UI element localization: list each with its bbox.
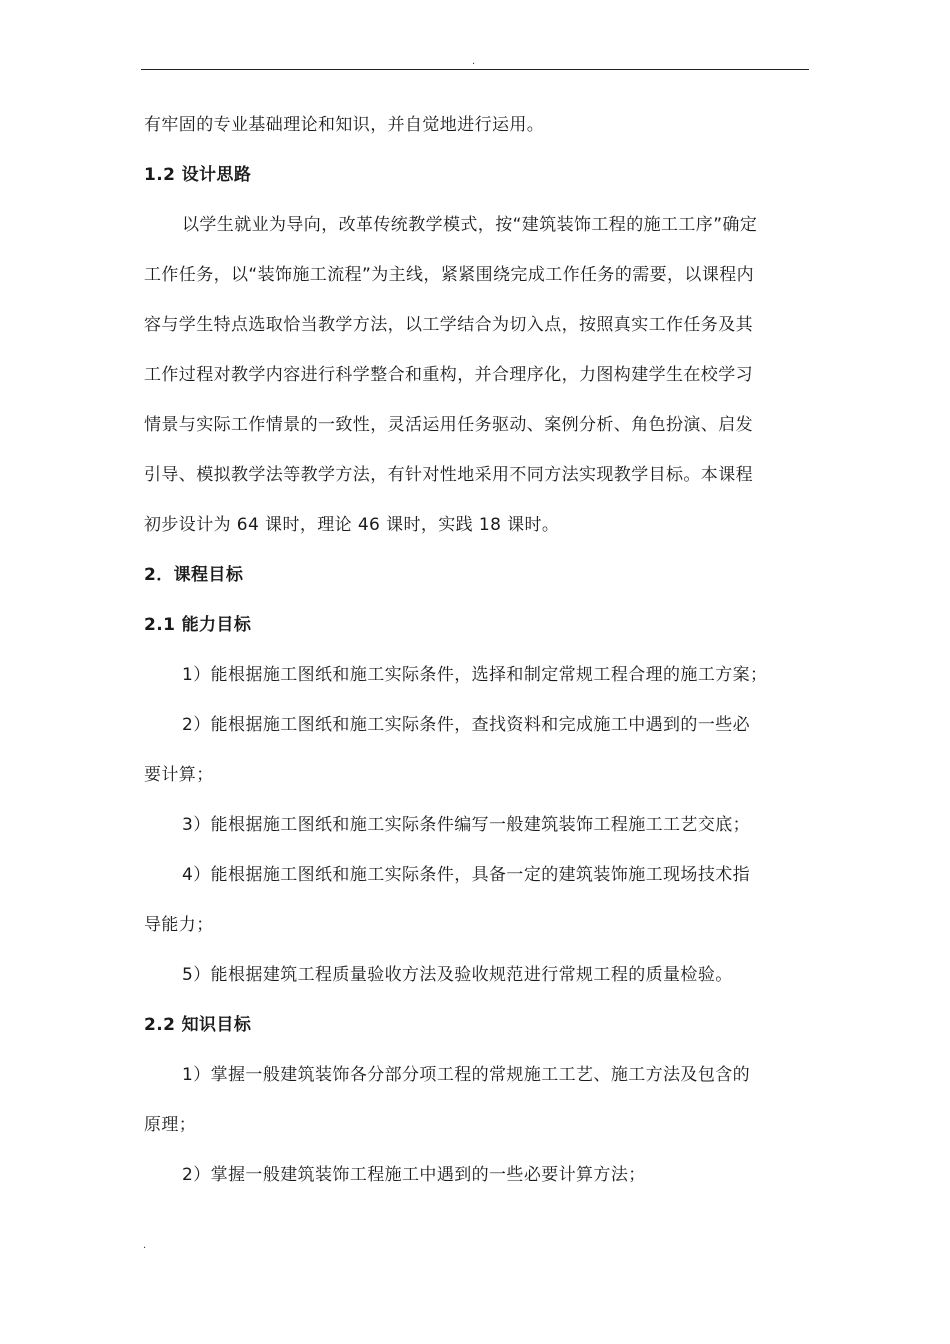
paragraph-line: 以学生就业为导向，改革传统教学模式，按“建筑装饰工程的施工工序”确定: [182, 215, 758, 235]
paragraph-line: 工作过程对教学内容进行科学整合和重构，并合理序化，力图构建学生在校学习: [144, 365, 753, 385]
header-mark: .: [472, 56, 476, 67]
list-item: 3）能根据施工图纸和施工实际条件编写一般建筑装饰工程施工工艺交底；: [182, 815, 751, 835]
section-heading-1-2: 1.2 设计思路: [144, 165, 252, 185]
list-item: 2）能根据施工图纸和施工实际条件，查找资料和完成施工中遇到的一些必: [182, 715, 751, 735]
footer-mark: .: [143, 1240, 147, 1251]
section-heading-2-1: 2.1 能力目标: [144, 615, 252, 635]
paragraph-line: 工作任务，以“装饰施工流程”为主线，紧紧围绕完成工作任务的需要，以课程内: [144, 265, 755, 285]
section-heading-2: 2．课程目标: [144, 565, 244, 585]
paragraph-line: 情景与实际工作情景的一致性，灵活运用任务驱动、案例分析、角色扮演、启发: [144, 415, 753, 435]
paragraph-line: 引导、模拟教学法等教学方法，有针对性地采用不同方法实现教学目标。本课程: [144, 465, 753, 485]
list-item: 1）能根据施工图纸和施工实际条件，选择和制定常规工程合理的施工方案；: [182, 665, 768, 685]
list-item-continuation: 导能力；: [144, 915, 214, 935]
section-heading-2-2: 2.2 知识目标: [144, 1015, 252, 1035]
body-text-line: 有牢固的专业基础理论和知识，并自觉地进行运用。: [144, 115, 545, 135]
list-item: 4）能根据施工图纸和施工实际条件，具备一定的建筑装饰施工现场技术指: [182, 865, 751, 885]
paragraph-line: 容与学生特点选取恰当教学方法，以工学结合为切入点，按照真实工作任务及其: [144, 315, 753, 335]
list-item: 1）掌握一般建筑装饰各分部分项工程的常规施工工艺、施工方法及包含的: [182, 1065, 751, 1085]
list-item: 5）能根据建筑工程质量验收方法及验收规范进行常规工程的质量检验。: [182, 965, 733, 985]
header-rule: [141, 69, 809, 70]
document-body: [144, 100, 816, 1200]
list-item-continuation: 原理；: [144, 1115, 197, 1135]
list-item: 2）掌握一般建筑装饰工程施工中遇到的一些必要计算方法；: [182, 1165, 646, 1185]
list-item-continuation: 要计算；: [144, 765, 214, 785]
paragraph-line: 初步设计为 64 课时，理论 46 课时，实践 18 课时。: [144, 515, 560, 535]
